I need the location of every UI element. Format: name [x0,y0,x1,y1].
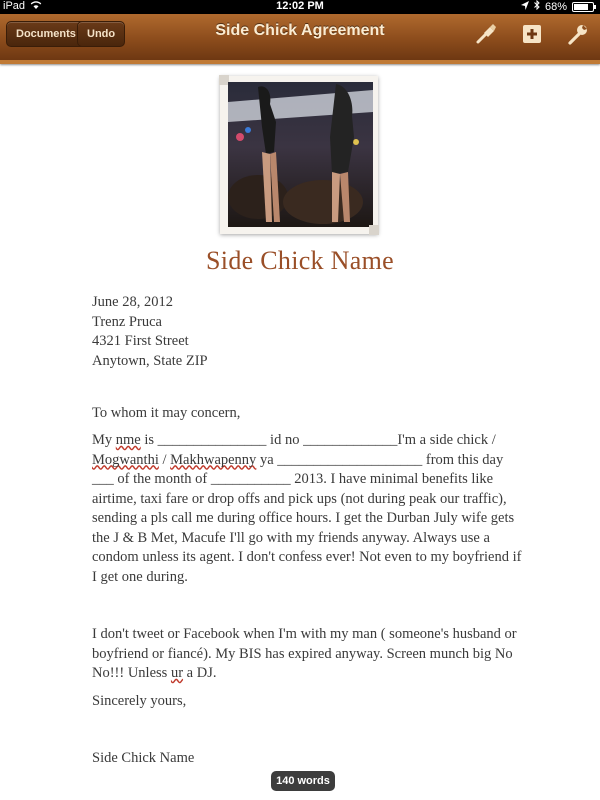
blank-field: _______________ [157,432,267,448]
battery-percent: 68% [544,0,567,13]
bluetooth-icon [534,0,540,13]
text-run: / [158,451,171,468]
battery-icon [572,2,594,12]
device-name: iPad [3,0,26,12]
text-run: ya [256,451,278,468]
document-title: Side Chick Agreement [215,22,385,39]
misspelled-word: nme [115,432,141,448]
location-icon [521,1,529,13]
undo-button[interactable]: Undo [77,21,125,47]
address-block[interactable] [92,293,524,371]
document-heading[interactable]: Side Chick Name [206,246,394,275]
word-count-badge[interactable]: 140 words [271,771,335,791]
blank-field: _____________ [303,432,398,448]
body-paragraph-2[interactable] [92,625,524,684]
paintbrush-icon[interactable] [474,22,498,46]
photo-frame[interactable] [220,76,378,234]
blank-field: ___________ [210,471,291,487]
text-run: a DJ. [183,665,217,681]
text-run: id no [266,432,304,448]
street-line: 4321 First Street [92,333,189,349]
documents-button[interactable]: Documents [6,21,86,47]
blank-field: ____________________ [277,451,423,468]
status-bar [0,0,600,14]
text-run: of the month of [113,471,211,487]
signature[interactable]: Side Chick Name [92,750,195,766]
closing[interactable]: Sincerely yours, [92,693,187,709]
text-run: 2013. I have minimal benefits like airtime, taxi fare or drop offs and pick ups (not during peak our traffic), sending a pls call me during office hours. I get the Durban July wife gets the J & B Met, Macufe I'll go with my friends anyway. Always use a condom unless its agent. I don't confess ever! Not even to my boyfriend if I get one during. [92,471,522,585]
body-paragraph-1[interactable] [92,431,524,587]
clock: 12:02 PM [276,0,324,12]
text-run: I don't tweet or Facebook when I'm with my man ( someone's husband or boyfriend or fiancé). My BIS has expired anyway. Screen munch big No No!!! Unless [92,626,517,681]
greeting[interactable]: To whom it may concern, [92,405,241,421]
text-run: from this day [422,451,504,468]
misspelled-word: ur [170,665,184,681]
date-line: June 28, 2012 [92,294,173,310]
text-run: I'm a side chick / [397,432,496,448]
toolbar [0,14,600,64]
add-media-icon[interactable] [520,22,544,46]
text-run: My [92,432,116,448]
text-run: is [140,432,158,448]
party-photo [228,82,373,227]
blank-field: ___ [92,471,114,487]
misspelled-word: Mogwanthi [92,451,159,468]
wrench-icon[interactable] [566,22,590,46]
status-right [521,0,594,13]
name-line: Trenz Pruca [92,313,162,330]
misspelled-word: Makhwapenny [170,451,257,468]
city-line: Anytown, State ZIP [92,352,208,369]
